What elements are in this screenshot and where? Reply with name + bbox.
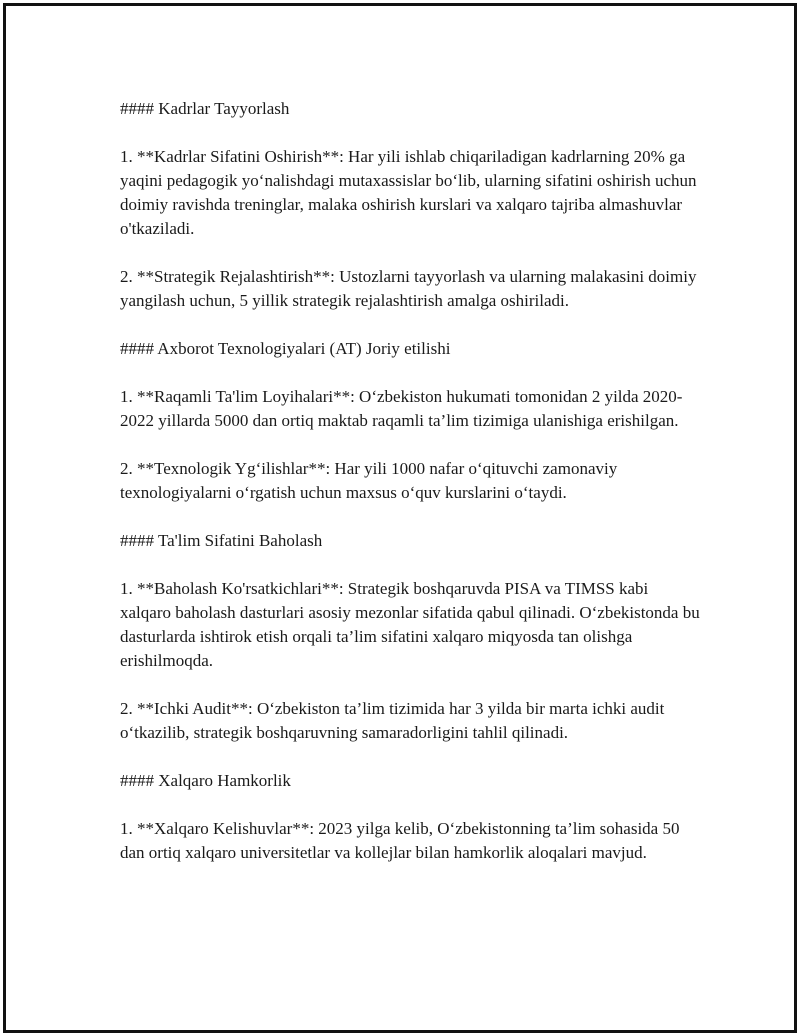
paragraph-xalqaro-1: 1. **Xalqaro Kelishuvlar**: 2023 yilga kelib, O‘zbekistonning ta’lim sohasida 50 dan ortiq xalqaro universitetlar va kollejlar bilan hamkorlik aloqalari mavjud. bbox=[120, 819, 680, 862]
paragraph-axborot-1: 1. **Raqamli Ta'lim Loyihalari**: O‘zbekiston hukumati tomonidan 2 yilda 2020-2022 yillarda 5000 dan ortiq maktab raqamli ta’lim tizimiga ulanishiga erishilgan. bbox=[120, 387, 683, 430]
paragraph-kadrlar-2: 2. **Strategik Rejalashtirish**: Ustozlarni tayyorlash va ularning malakasini doimiy yangilash uchun, 5 yillik strategik rejalashtirish amalga oshiriladi. bbox=[120, 267, 697, 310]
document-body bbox=[120, 97, 700, 889]
section-heading-axborot: #### Axborot Texnologiyalari (AT) Joriy etilishi bbox=[120, 339, 451, 358]
paragraph-axborot-2: 2. **Texnologik Yg‘ilishlar**: Har yili 1000 nafar o‘qituvchi zamonaviy texnologiyalarni o‘rgatish uchun maxsus o‘quv kurslarini o‘taydi. bbox=[120, 459, 618, 502]
section-heading-talim-sifati: #### Ta'lim Sifatini Baholash bbox=[120, 531, 323, 550]
page-frame bbox=[3, 3, 797, 1033]
paragraph-talim-sifati-1: 1. **Baholash Ko'rsatkichlari**: Strategik boshqaruvda PISA va TIMSS kabi xalqaro baholash dasturlari asosiy mezonlar sifatida qabul qilinadi. O‘zbekistonda bu dasturlarda ishtirok etish orqali ta’lim sifatini xalqaro miqyosda tan olishga erishilmoqda. bbox=[120, 579, 700, 670]
section-heading-xalqaro: #### Xalqaro Hamkorlik bbox=[120, 771, 291, 790]
paragraph-talim-sifati-2: 2. **Ichki Audit**: O‘zbekiston ta’lim tizimida har 3 yilda bir marta ichki audit o‘tkazilib, strategik boshqaruvning samaradorligini tahlil qilinadi. bbox=[120, 699, 665, 742]
paragraph-kadrlar-1: 1. **Kadrlar Sifatini Oshirish**: Har yili ishlab chiqariladigan kadrlarning 20% ga yaqini pedagogik yo‘nalishdagi mutaxassislar bo‘lib, ularning sifatini oshirish uchun doimiy ravishda treninglar, malaka oshirish kurslari va xalqaro tajriba almashuvlar o'tkaziladi. bbox=[120, 147, 697, 238]
section-heading-kadrlar: #### Kadrlar Tayyorlash bbox=[120, 99, 290, 118]
